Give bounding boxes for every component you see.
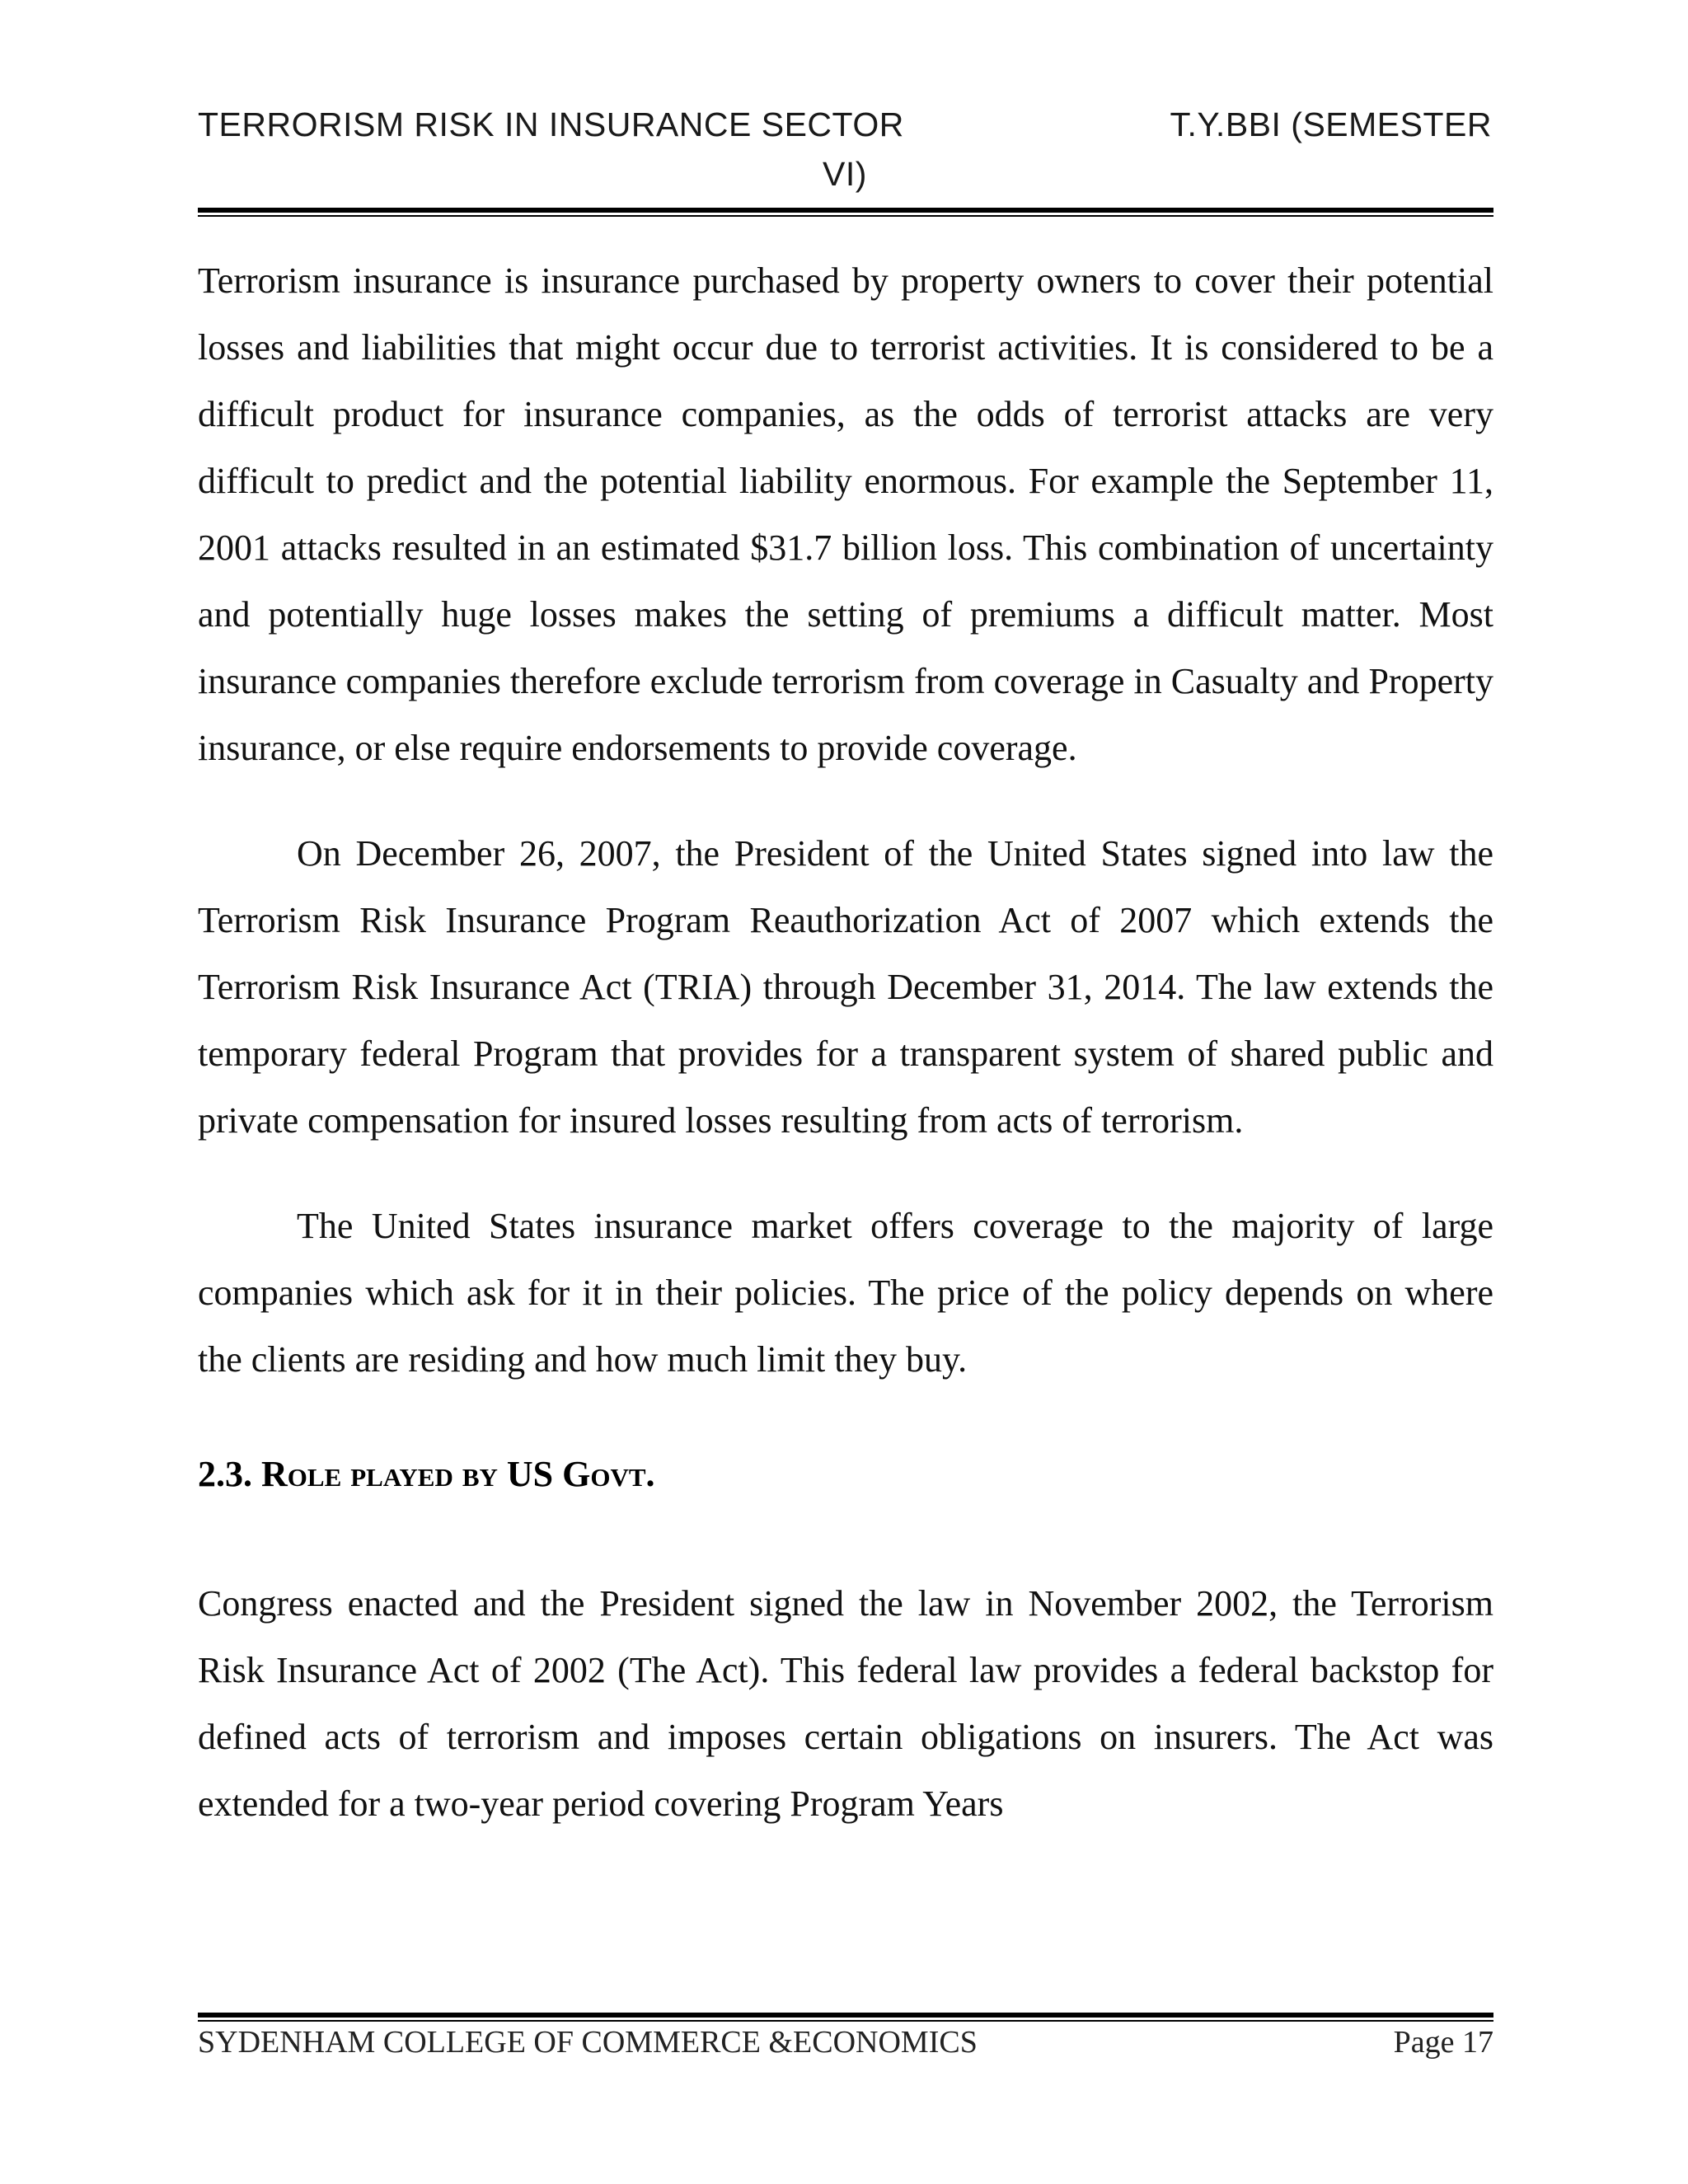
header-course: T.Y.BBI (SEMESTER xyxy=(1170,105,1492,143)
paragraph-us-market: The United States insurance market offers coverage to the majority of large companies which ask for it in their policies. The price of the policy depends on where the clients are residing and how much limit they buy. xyxy=(198,1206,1493,1380)
page-body xyxy=(198,247,1493,1837)
header-title: TERRORISM RISK IN INSURANCE SECTOR xyxy=(198,105,904,143)
paragraph-congress-act: Congress enacted and the President signed the law in November 2002, the Terrorism Risk Insurance Act of 2002 (The Act). This federal law provides a federal backstop for defined acts of terrorism and imposes certain obligations on insurers. The Act was extended for a two-year period covering Program Years xyxy=(198,1583,1493,1824)
paragraph-tria-reauthorization: On December 26, 2007, the President of the United States signed into law the Terrorism Risk Insurance Program Reauthorization Act of 2007 which extends the Terrorism Risk Insurance Act (TRIA) through December 31, 2014. The law extends the temporary federal Program that provides for a transparent system of shared public and private compensation for insured losses resulting from acts of terrorism. xyxy=(198,833,1493,1141)
header-course-continuation: VI) xyxy=(823,155,867,193)
paragraph-terrorism-insurance: Terrorism insurance is insurance purchased by property owners to cover their potential losses and liabilities that might occur due to terrorist activities. It is considered to be a difficult product for insurance companies, as the odds of terrorist attacks are very difficult to predict and the potential liability enormous. For example the September 11, 2001 attacks resulted in an estimated $31.7 billion loss. This combination of uncertainty and potentially huge losses makes the setting of premiums a difficult matter. Most insurance companies therefore exclude terrorism from coverage in Casualty and Property insurance, or else require endorsements to provide coverage. xyxy=(198,260,1493,768)
footer-divider xyxy=(198,2013,1493,2022)
page-header xyxy=(198,105,1492,213)
header-divider xyxy=(198,208,1493,217)
footer-college: SYDENHAM COLLEGE OF COMMERCE &ECONOMICS xyxy=(198,2025,978,2060)
section-heading: 2.3. Role played by US Govt. xyxy=(198,1454,655,1494)
page-number: Page 17 xyxy=(1393,2025,1493,2060)
